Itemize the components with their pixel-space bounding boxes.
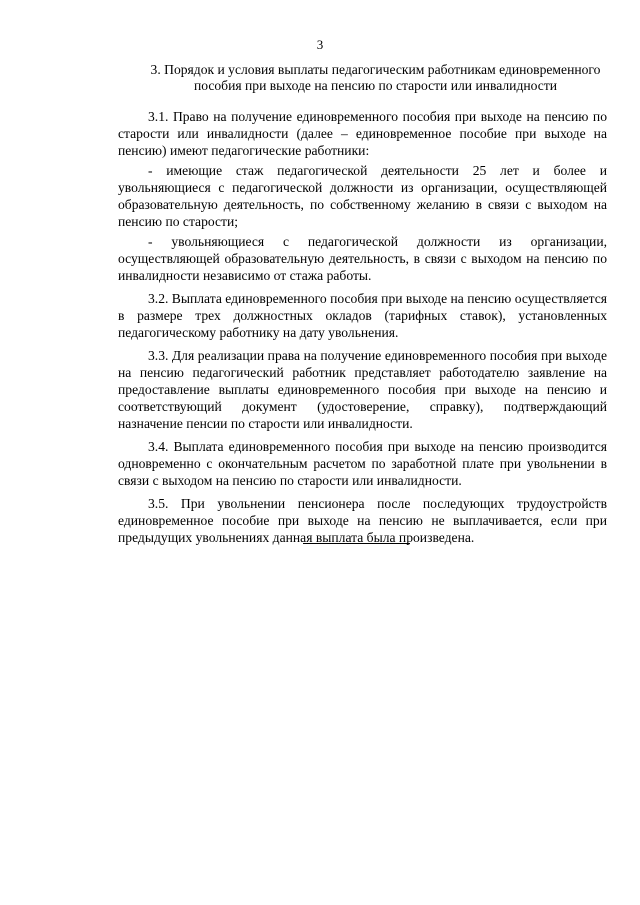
paragraph-3-4: 3.4. Выплата единовременного пособия при выходе на пенсию производится одновременно с окончательным расчетом по заработной плате при увольнении в связи с выходом на пенсию по старости или инвалидности. bbox=[118, 439, 607, 488]
section-heading: 3. Порядок и условия выплаты педагогическим работникам единовременного пособия при выходе на пенсию по старости или инвалидности bbox=[150, 62, 601, 93]
paragraph-3-3: 3.3. Для реализации права на получение единовременного пособия при выходе на пенсию педагогический работник представляет работодателю заявление на предоставление выплаты единовременного пособия при выходе на пенсию и соответствующий документ (удостоверение, справку), подтверждающий назначение пенсии по старости или инвалидности. bbox=[118, 348, 607, 431]
paragraph-3-1-item-seniority: - имеющие стаж педагогической деятельности 25 лет и более и увольняющиеся с педагогической должности из организации, осуществляющей образовательную деятельность, по собственному желанию в связи с выходом на пенсию по старости; bbox=[118, 163, 607, 229]
paragraph-3-2: 3.2. Выплата единовременного пособия при выходе на пенсию осуществляется в размере трех должностных окладов (тарифных ставок), установленных педагогическому работнику на дату увольнения. bbox=[118, 291, 607, 340]
end-divider-line bbox=[303, 543, 410, 544]
section-content bbox=[118, 62, 607, 552]
paragraph-3-5: 3.5. При увольнении пенсионера после последующих трудоустройств единовременное пособие при выходе на пенсию не выплачивается, если при предыдущих увольнениях данная выплата была произведена. bbox=[118, 496, 607, 545]
page-number: 3 bbox=[316, 37, 324, 52]
paragraph-3-1-item-disability: - увольняющиеся с педагогической должности из организации, осуществляющей образовательную деятельность, в связи с выходом на пенсию по инвалидности независимо от стажа работы. bbox=[118, 234, 607, 283]
paragraph-3-1: 3.1. Право на получение единовременного пособия при выходе на пенсию по старости или инвалидности (далее – единовременное пособие при выходе на пенсию) имеют педагогические работники: bbox=[118, 109, 607, 158]
